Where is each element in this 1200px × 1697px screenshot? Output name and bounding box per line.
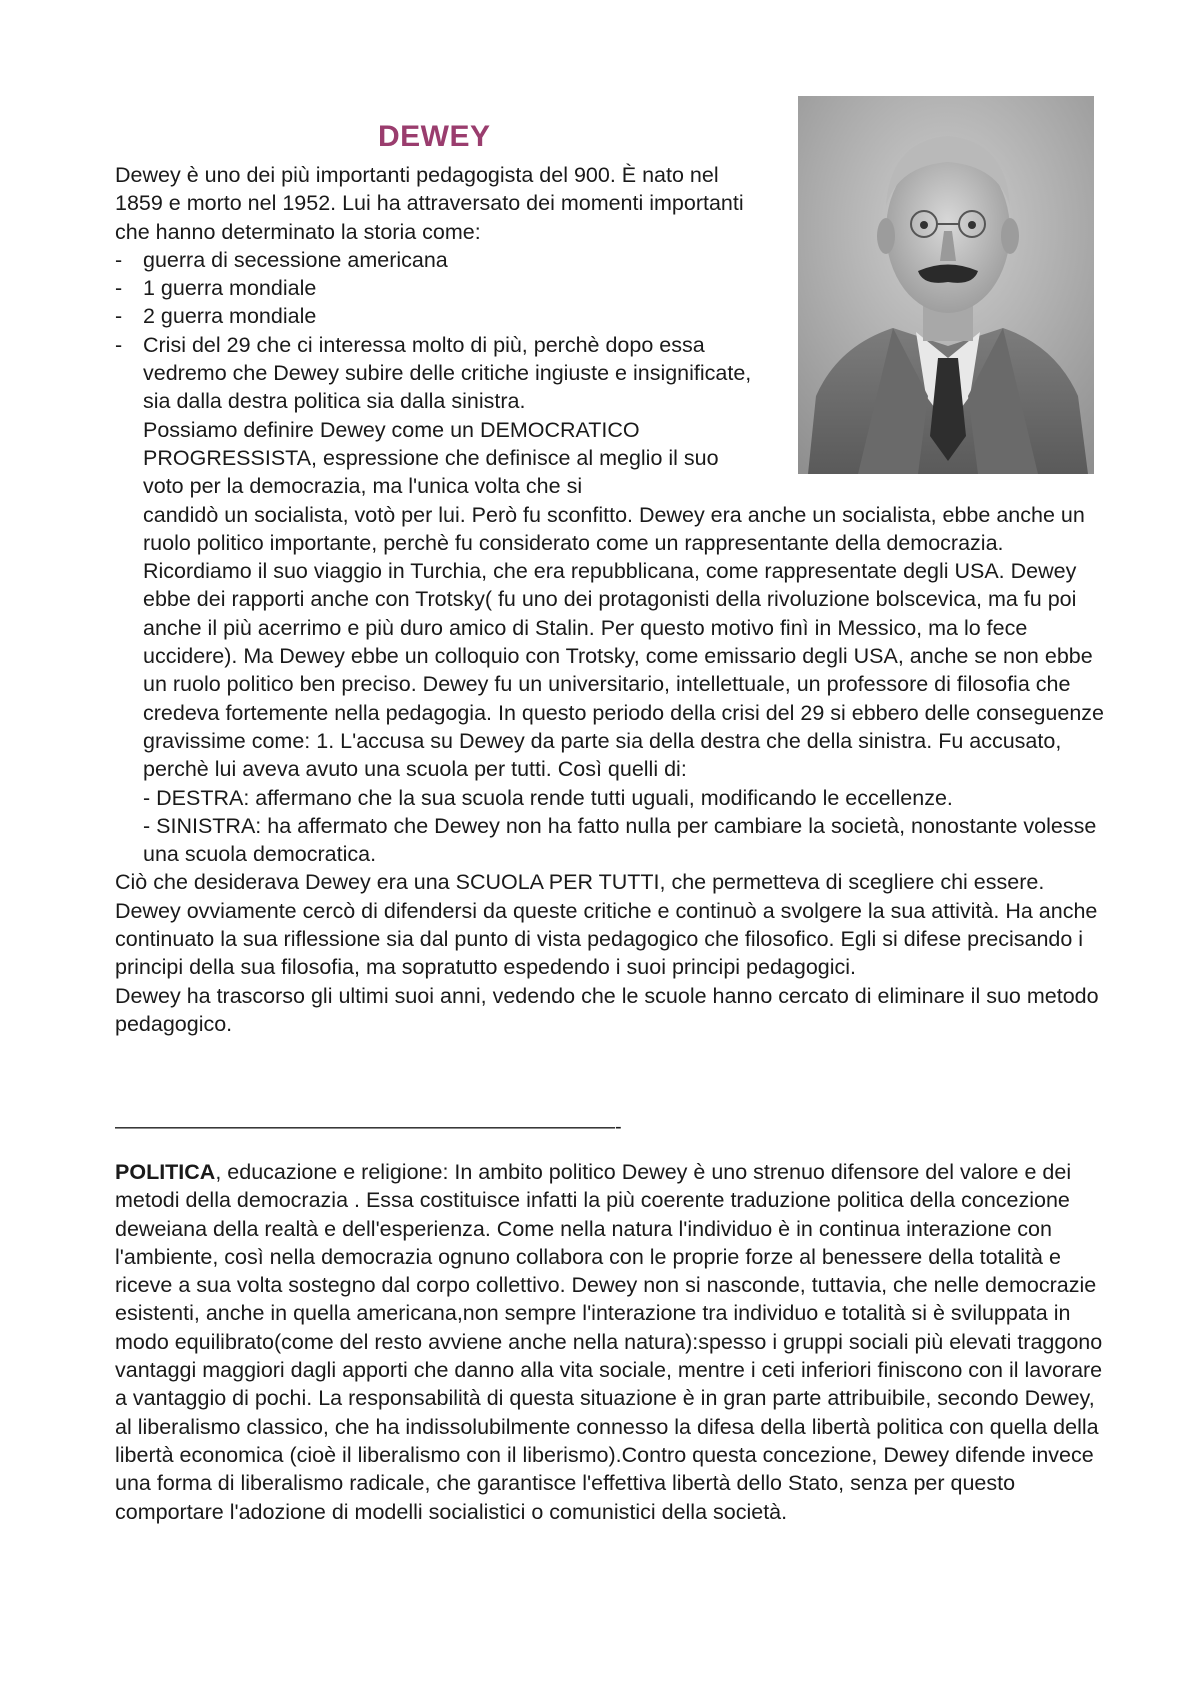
destra-item: - DESTRA: affermano che la sua scuola rende tutti uguali, modificando le eccellenze. <box>143 785 953 810</box>
politica-section <box>115 1158 1105 1526</box>
democratico-paragraph-rest: candidò un socialista, votò per lui. Però fu sconfitto. Dewey era anche un socialista, ebbe anche un ruolo politico importante, perchè fu considerato come un rappresentante della democrazia. Ricordiamo il suo viaggio in Turchia, che era repubblicana, come rappresentate degli USA. Dewey ebbe dei rapporti anche con Trotsky( fu uno dei protagonisti della rivoluzione bolscevica, ma fu poi anche il più acerrimo e più duro amico di Stalin. Per questo motivo finì in Messico, ma lo fece uccidere). Ma Dewey ebbe un colloquio con Trotsky, come emissario degli USA, anche se non ebbe un ruolo politico ben preciso. Dewey fu un universitario, intellettuale, un professore di filosofia che credeva fortemente nella pedagogia. In questo periodo della crisi del 29 si ebbero delle conseguenze gravissime come: 1. L'accusa su Dewey da parte sia della destra che della sinistra. Fu accusato, perchè lui aveva avuto una scuola per tutti. Così quelli di: <box>143 502 1104 782</box>
sinistra-item: - SINISTRA: ha affermato che Dewey non ha fatto nulla per cambiare la società, nonostante volesse una scuola democratica. <box>143 813 1097 867</box>
bullet-dash: - <box>115 276 123 301</box>
list-item: - Crisi del 29 che ci interessa molto di più, perchè dopo essa vedremo che Dewey subire delle critiche ingiuste e insignificate, sia dalla destra politica sia dalla sinistra. <box>115 332 752 414</box>
bullet-dash: - <box>115 332 123 357</box>
ultimi-anni-paragraph: Dewey ha trascorso gli ultimi suoi anni, vedendo che le scuole hanno cercato di eliminare il suo metodo pedagogico. <box>115 983 1099 1036</box>
page-title: DEWEY <box>378 120 491 153</box>
list-item: - guerra di secessione americana <box>115 246 775 274</box>
politica-paragraph <box>115 1158 1105 1526</box>
scuola-paragraph: Ciò che desiderava Dewey era una SCUOLA PER TUTTI, che permetteva di scegliere chi essere. Dewey ovviamente cercò di difendersi da queste critiche e continuò a svolgere la sua attività. Ha anche continuato la sua riflessione sia dal punto di vista pedagogico che filosofico. Egli si difese precisando i principi della sua filosofia, ma sopratutto espedendo i suoi principi pedagogici. <box>115 870 1098 980</box>
democratico-paragraph-top: Possiamo definire Dewey come un DEMOCRATICO PROGRESSISTA, espressione che definisce al meglio il suo voto per la democrazia, ma l'unica volta che si <box>143 417 719 499</box>
events-list <box>115 246 775 416</box>
politica-text: , educazione e religione: In ambito politico Dewey è uno strenuo difensore del valore e dei metodi della democrazia . Essa costituisce infatti la più coerente traduzione politica della concezione deweiana della realtà e dell'esperienza. Come nella natura l'individuo è in continua interazione con l'ambiente, così nella democrazia ognuno collabora con le proprie forze al benessere della totalità e riceve a sua volta sostegno dal corpo collettivo. Dewey non si nasconde, tuttavia, che nelle democrazie esistenti, anche in quella americana,non sempre l'interazione tra individuo e totalità si è sviluppata in modo equilibrato(come del resto avviene anche nella natura):spesso i gruppi sociali più elevati traggono vantaggi maggiori dagli apporti che danno alla vita sociale, mentre i ceti inferiori finiscono con il lavorare a vantaggio di pochi. La responsabilità di questa situazione è in gran parte attribuibile, secondo Dewey, al liberalismo classico, che ha indissolubilmente connesso la difesa della libertà politica con quella della libertà economica (cioè il liberalismo con il liberismo).Contro questa concezione, Dewey difende invece una forma di liberalismo radicale, che garantisce l'effettiva libertà dello Stato, senza per questo comportare l'adozione di modelli socialistici o comunistici della società. <box>115 1160 1103 1524</box>
list-item: - 2 guerra mondiale <box>115 302 775 330</box>
bullet-dash: - <box>115 304 123 329</box>
intro-paragraph: Dewey è uno dei più importanti pedagogista del 900. È nato nel 1859 e morto nel 1952. Lui ha attraversato dei momenti importanti che hanno determinato la storia come: <box>115 163 744 244</box>
bullet-dash: - <box>115 247 123 272</box>
list-item: - 1 guerra mondiale <box>115 274 775 302</box>
politica-heading: POLITICA <box>115 1160 216 1184</box>
intro-section <box>115 161 1115 1038</box>
section-separator: —————————————————————————- <box>115 1120 622 1134</box>
